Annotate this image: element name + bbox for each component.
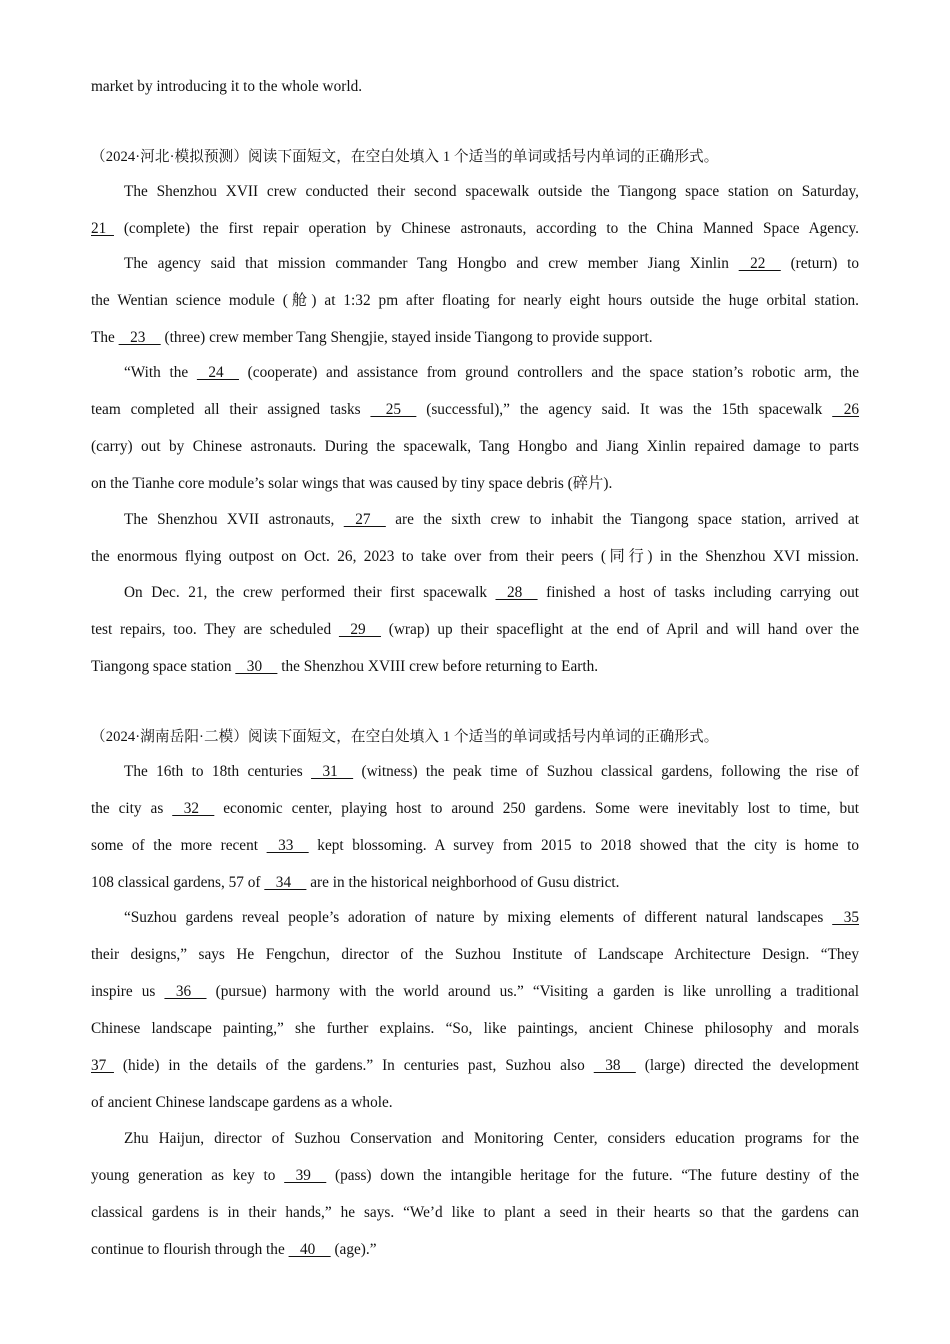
answer-blank: 40 <box>288 1241 331 1258</box>
passage-text: team completed all their assigned tasks <box>91 401 371 418</box>
passage-text: (three) crew member Tang Shengjie, stayed inside Tiangong to provide support. <box>160 329 653 346</box>
passage-line <box>91 945 859 965</box>
passage-text: on the Tianhe core module’s solar wings that was caused by tiny space debris (碎片). <box>91 475 613 492</box>
passage-text: On Dec. 21, the crew performed their first spacewalk <box>124 584 496 601</box>
passage-text: (cooperate) and assistance from ground controllers and the space station’s robotic arm, the <box>238 364 859 381</box>
answer-blank: 39 <box>284 1167 327 1184</box>
passage-line <box>91 1056 859 1076</box>
answer-blank: 24 <box>196 364 239 381</box>
passage-text: young generation as key to <box>91 1167 285 1184</box>
passage-text: The <box>91 329 119 346</box>
passage-line <box>91 363 859 383</box>
passage-text: of ancient Chinese landscape gardens as a whole. <box>91 1094 393 1111</box>
passage-text: economic center, playing host to around 250 gardens. Some were inevitably lost to time, but <box>214 800 860 817</box>
passage-text: (wrap) up their spaceflight at the end of April and will hand over the <box>380 621 859 638</box>
answer-blank: 25 <box>370 401 417 418</box>
passage-text: classical gardens is in their hands,” he says. “We’d like to plant a seed in their hearts so that the gardens can <box>91 1204 859 1221</box>
passage-line <box>91 254 859 274</box>
passage-text: inspire us <box>91 983 165 1000</box>
passage-text: (witness) the peak time of Suzhou classical gardens, following the rise of <box>353 763 859 780</box>
answer-blank: 31 <box>311 763 354 780</box>
passage-line <box>91 400 859 420</box>
passage-line <box>91 328 859 348</box>
passage-text: the Wentian science module (舱) at 1:32 pm after floating for nearly eight hours outside the huge orbital station. <box>91 292 859 309</box>
passage-text: (pass) down the intangible heritage for the future. “The future destiny of the <box>326 1167 859 1184</box>
answer-blank: 22 <box>738 255 781 272</box>
passage-line <box>91 1093 859 1113</box>
passage-text: the city as <box>91 800 173 817</box>
answer-blank: 27 <box>343 511 386 528</box>
passage-text: “With the <box>124 364 197 381</box>
passage-line <box>91 873 859 893</box>
passage-line <box>91 836 859 856</box>
passage-text: The agency said that mission commander Tang Hongbo and crew member Jiang Xinlin <box>124 255 739 272</box>
passage-text: (hide) in the details of the gardens.” In centuries past, Suzhou also <box>113 1057 594 1074</box>
passage-line <box>91 1129 859 1149</box>
passage-text: (complete) the first repair operation by Chinese astronauts, according to the China Manned Space Agency. <box>113 220 859 237</box>
passage-text: Zhu Haijun, director of Suzhou Conservation and Monitoring Center, considers education programs for the <box>124 1130 859 1147</box>
passage-text: The Shenzhou XVII crew conducted their second spacewalk outside the Tiangong space station on Saturday, <box>124 183 859 200</box>
passage-text: finished a host of tasks including carrying out <box>537 584 859 601</box>
passage-line <box>91 291 859 311</box>
answer-blank: 37 <box>91 1057 114 1074</box>
answer-blank: 29 <box>338 621 381 638</box>
answer-blank: 21 <box>91 220 114 237</box>
passage-line <box>91 182 859 202</box>
passage-text: (carry) out by Chinese astronauts. During the spacewalk, Tang Hongbo and Jiang Xinlin repaired damage to parts <box>91 438 859 455</box>
passage-text: the enormous flying outpost on Oct. 26, 2023 to take over from their peers (同行) in the Shenzhou XVI mission. <box>91 548 859 565</box>
passage-text: Chinese landscape painting,” she further explains. “So, like paintings, ancient Chinese philosophy and morals <box>91 1020 859 1037</box>
passage-line <box>91 583 859 603</box>
passage-text: “Suzhou gardens reveal people’s adoration of nature by mixing elements of different natural landscapes <box>124 909 833 926</box>
passage-line <box>91 908 859 928</box>
passage-text: are in the historical neighborhood of Gusu district. <box>306 874 620 891</box>
passage-text: continue to flourish through the <box>91 1241 289 1258</box>
answer-blank: 33 <box>266 837 309 854</box>
top-fragment: market by introducing it to the whole world. <box>91 78 363 95</box>
passage-text: kept blossoming. A survey from 2015 to 2018 showed that the city is home to <box>308 837 859 854</box>
passage-text: (large) directed the development <box>635 1057 859 1074</box>
passage-text: some of the more recent <box>91 837 267 854</box>
answer-blank: 26 <box>832 401 859 418</box>
passage-line <box>91 1166 859 1186</box>
passage-line <box>91 474 859 494</box>
passage-line <box>91 799 859 819</box>
answer-blank: 32 <box>172 800 215 817</box>
passage-text: The Shenzhou XVII astronauts, <box>124 511 344 528</box>
passage-line <box>91 1240 859 1260</box>
answer-blank: 28 <box>495 584 538 601</box>
answer-blank: 23 <box>118 329 161 346</box>
passage-line <box>91 620 859 640</box>
passage-line <box>91 547 859 567</box>
passage-text: their designs,” says He Fengchun, director of the Suzhou Institute of Landscape Architecture Design. “They <box>91 946 859 963</box>
passage-text: (return) to <box>780 255 859 272</box>
passage-text: are the sixth crew to inhabit the Tiangong space station, arrived at <box>385 511 859 528</box>
section2-heading: （2024·湖南岳阳·二模）阅读下面短文，在空白处填入 1 个适当的单词或括号内单词的正确形式。 <box>91 729 719 745</box>
passage-line <box>91 510 859 530</box>
passage-line <box>91 982 859 1002</box>
answer-blank: 38 <box>593 1057 636 1074</box>
answer-blank: 34 <box>264 874 307 891</box>
passage-text: (pursue) harmony with the world around us.” “Visiting a garden is like unrolling a traditional <box>206 983 860 1000</box>
passage-text: 108 classical gardens, 57 of <box>91 874 265 891</box>
passage-line <box>91 1019 859 1039</box>
passage-text: Tiangong space station <box>91 658 236 675</box>
passage-text: test repairs, too. They are scheduled <box>91 621 339 638</box>
passage-line <box>91 219 859 239</box>
passage-text: (age).” <box>330 1241 377 1258</box>
answer-blank: 30 <box>235 658 278 675</box>
passage-text: (successful),” the agency said. It was the 15th spacewalk <box>416 401 833 418</box>
passage-text: the Shenzhou XVIII crew before returning to Earth. <box>277 658 599 675</box>
passage-line <box>91 657 859 677</box>
answer-blank: 35 <box>832 909 859 926</box>
passage-text: The 16th to 18th centuries <box>124 763 312 780</box>
passage-line <box>91 1203 859 1223</box>
section1-heading: （2024·河北·模拟预测）阅读下面短文，在空白处填入 1 个适当的单词或括号内单词的正确形式。 <box>91 149 719 165</box>
answer-blank: 36 <box>164 983 207 1000</box>
passage-line <box>91 437 859 457</box>
passage-line <box>91 762 859 782</box>
